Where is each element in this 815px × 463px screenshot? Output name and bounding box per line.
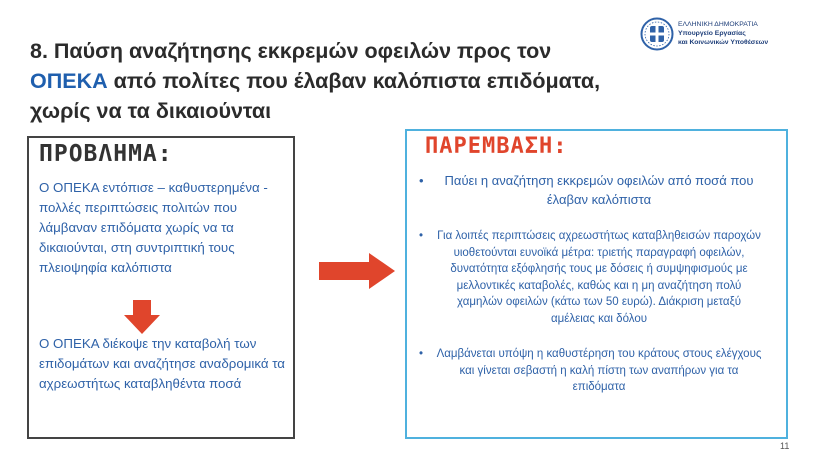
intervention-box [405,129,788,439]
page-number: 11 [780,441,790,451]
problem-paragraph-2: Ο ΟΠΕΚΑ διέκοψε την καταβολή των επιδομάτων και αναζήτησε αναδρομικά τα αχρεωστήτως καταβληθέντα ποσά [39,336,285,391]
title-line-3: χωρίς να τα δικαιούνται [30,99,272,123]
intervention-heading: ΠΑΡΕΜΒΑΣΗ: [425,134,568,159]
intervention-item-1: • Παύει η αναζήτηση εκκρεμών οφειλών από ποσά που έλαβαν καλόπιστα [419,171,764,209]
greek-emblem-icon [640,17,674,51]
problem-box [27,136,295,439]
intervention-item-3: • Λαμβάνεται υπόψη η καθυστέρηση του κράτους στους ελέγχους και γίνεται σεβαστή η καλή πίστη των αναπήρων για τα επιδόματα [419,346,764,396]
intervention-item-2: • Για λοιπές περιπτώσεις αχρεωστήτως καταβληθεισών παροχών υιοθετούνται ευνοϊκά μέτρα: τριετής παραγραφή οφειλών, δυνατότητα εξόφλησής τους με δόσεις ή συμψηφισμούς με μελλοντικές καταβολές, καθώς και η μη αναζήτηση πολύ χαμηλών οφειλών (κάτω των 50 ευρώ). Διάκριση μεταξύ αμέλειας και δόλου [419,228,764,327]
title-line-2-rest: από πολίτες που έλαβαν καλόπιστα επιδόματα, [107,69,601,93]
logo-line-2: Υπουργείο Εργασίας [678,30,746,37]
title-line-1: 8. Παύση αναζήτησης εκκρεμών οφειλών προς τον [30,39,552,63]
problem-paragraph-1: Ο ΟΠΕΚΑ εντόπισε – καθυστερημένα - πολλές περιπτώσεις πολιτών που λάμβαναν επιδόματα χωρίς να τα δικαιούνται, στη συντριπτική τους πλειοψηφία καλόπιστα [39,180,268,275]
logo-line-1: ΕΛΛΗΝΙΚΗ ΔΗΜΟΚΡΑΤΙΑ [678,21,758,28]
logo-line-3: και Κοινωνικών Υποθέσεων [678,39,769,46]
title-accent: ΟΠΕΚΑ [30,69,108,93]
arrow-down-icon [124,300,160,334]
intervention-list [419,171,764,396]
arrow-right-icon [319,253,395,289]
title-line-2 [30,66,620,96]
logo-text [678,20,768,47]
problem-heading: ΠΡΟΒΛΗΜΑ: [39,141,173,167]
slide-title [30,36,620,126]
ministry-logo [640,17,800,57]
